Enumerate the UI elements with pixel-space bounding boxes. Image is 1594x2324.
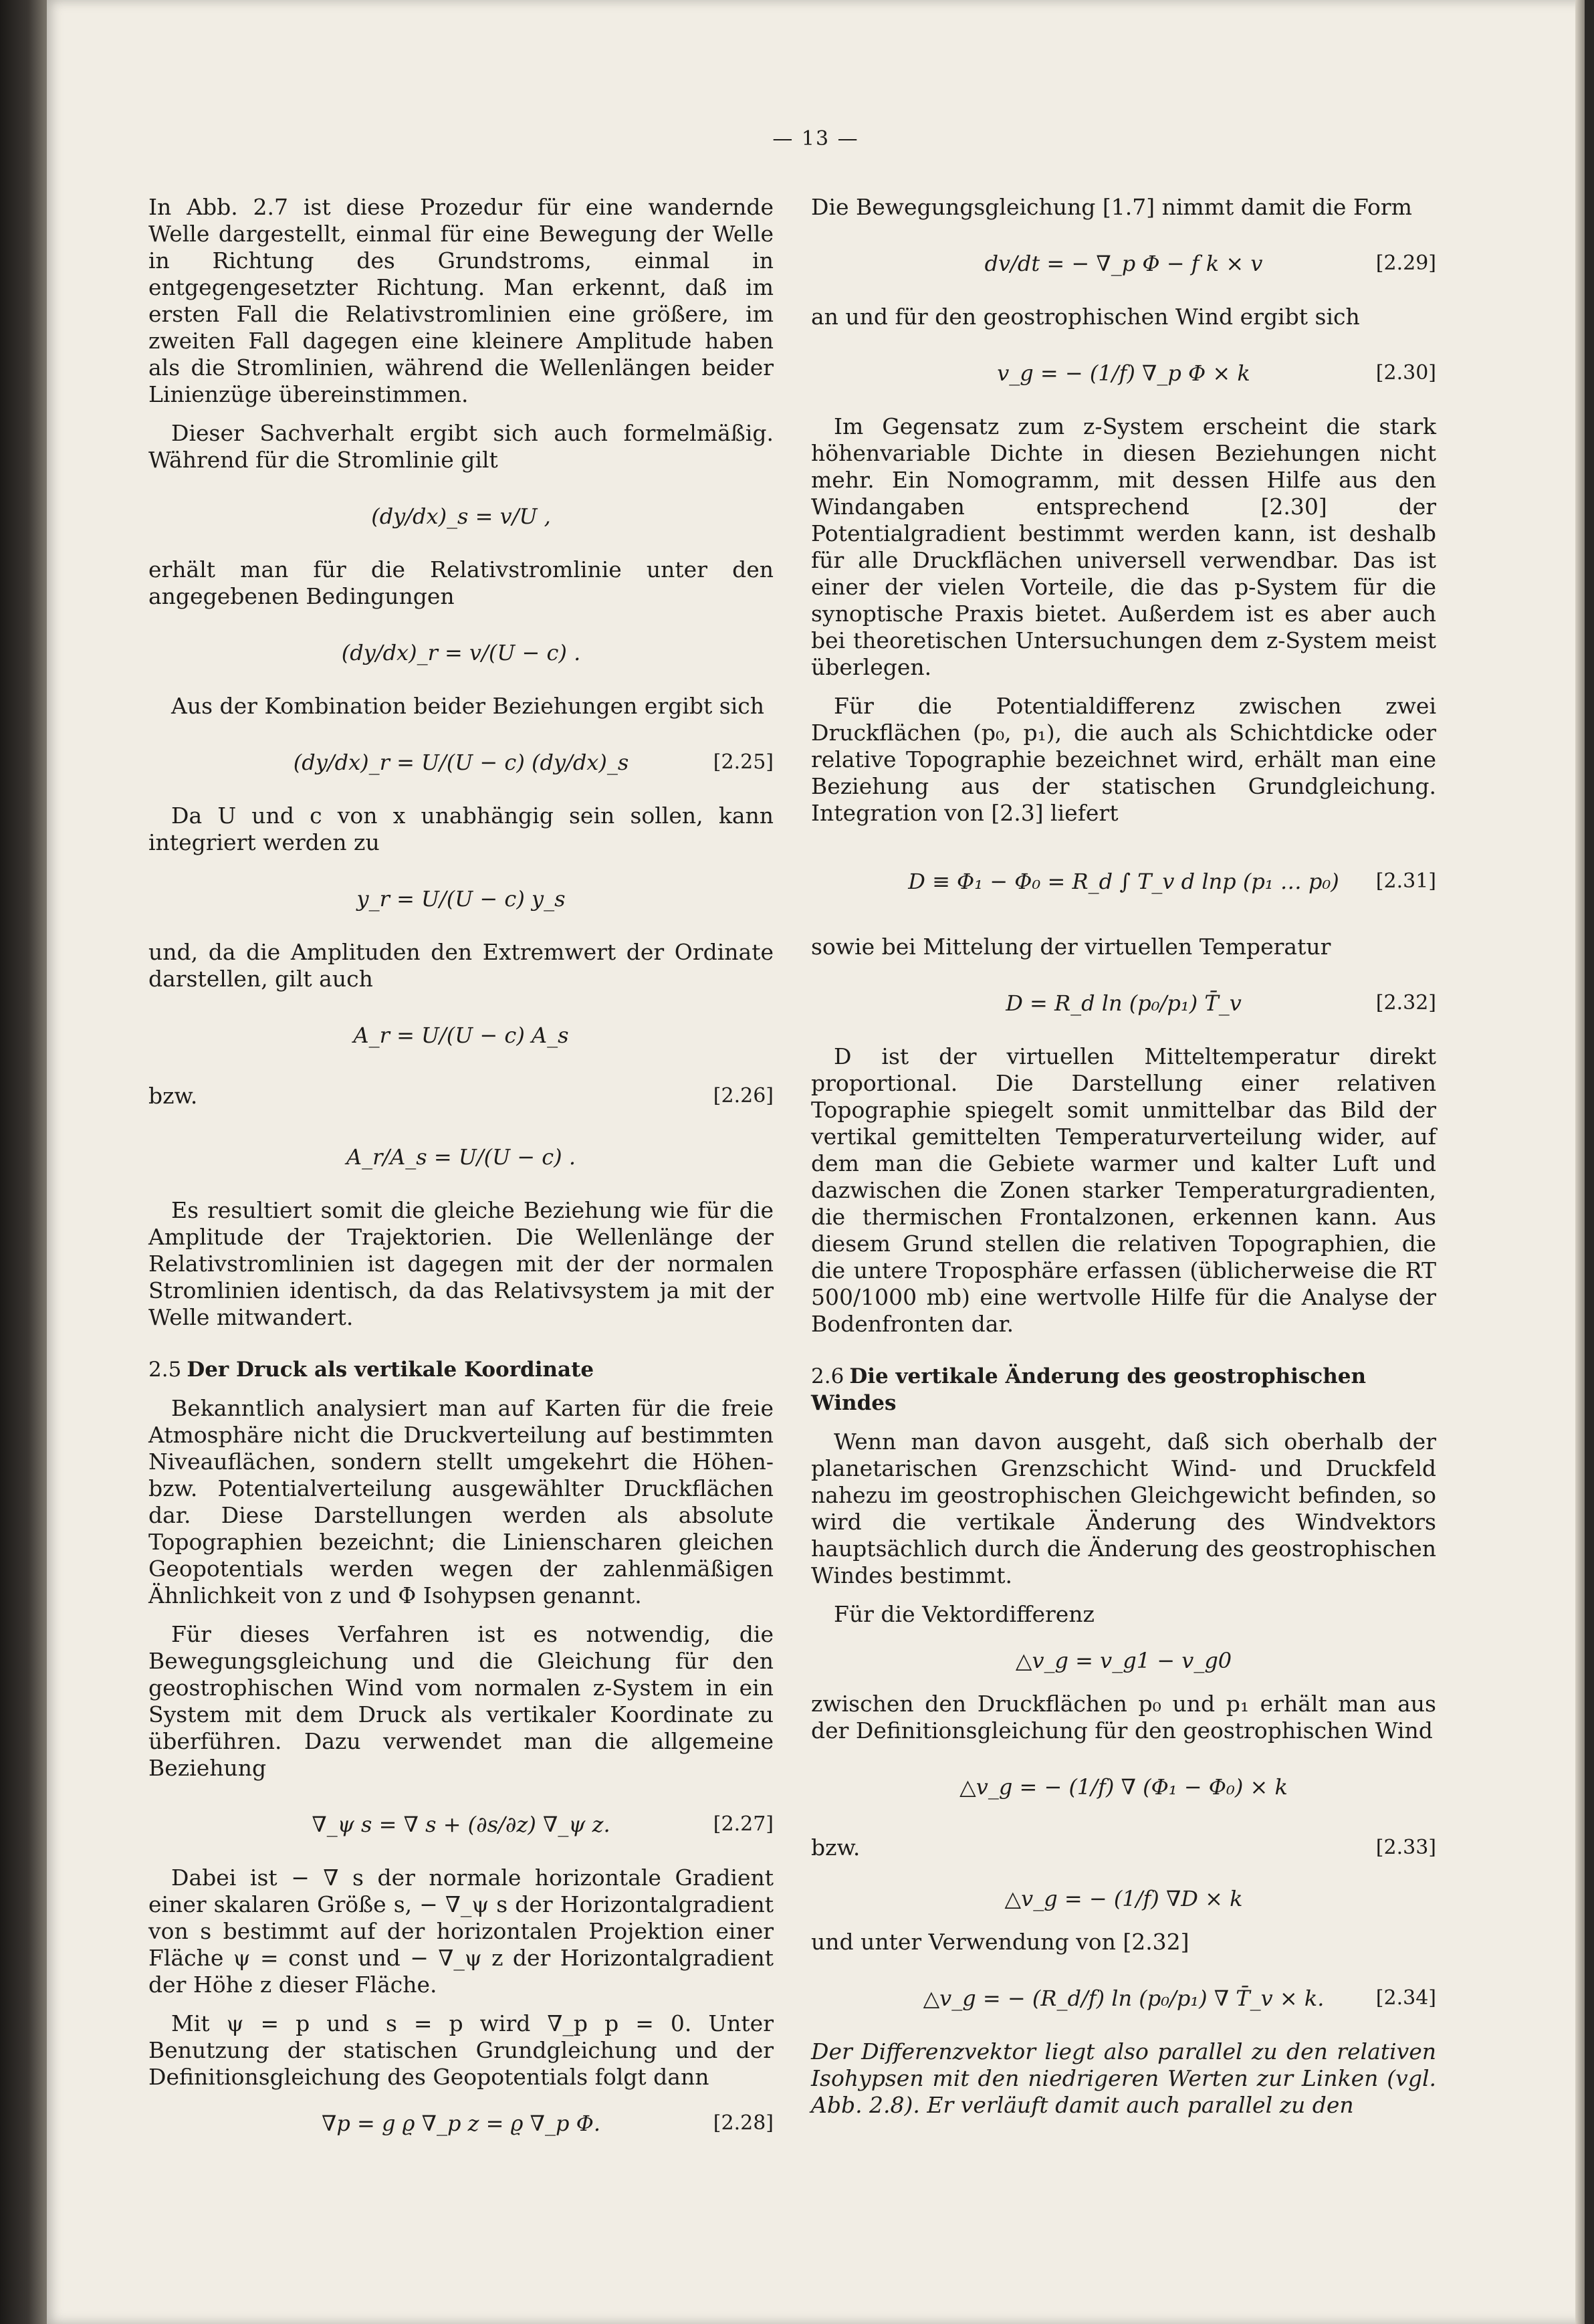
paragraph: zwischen den Druckflächen p₀ und p₁ erhält man aus der Definitionsgleichung für den geostrophischen Wind [811, 1691, 1436, 1744]
paragraph: D ist der virtuellen Mitteltemperatur direkt proportional. Die Darstellung einer relativen Topographie spiegelt somit unmittelbar das Bild der vertikal gemittelten Temperaturverteilung wider, auf dem man die Gebiete warmer und kalter Luft und dazwischen die Zonen starker Temperaturgradienten, die thermischen Frontalzonen, erkennen kann. Aus diesem Grund stellen die relativen Topographien, die die untere Troposphäre erfassen (üblicherweise die RT 500/1000 mb) eine wertvolle Hilfe für die Analyse der Bodenfronten dar. [811, 1043, 1436, 1337]
book-spine-shadow [0, 0, 47, 2324]
section-heading-2-5: 2.5 Der Druck als vertikale Koordinate [148, 1358, 594, 1382]
paragraph: In Abb. 2.7 ist diese Prozedur für eine wandernde Welle dargestellt, einmal für eine Bewegung der Welle in Richtung des Grundstroms, einmal in entgegengesetzter Richtung. Man erkennt, daß im ersten Fall die Relativstromlinien eine größere, im zweiten Fall dagegen eine kleinere Amplitude haben als die Stromlinien, während die Wellenlängen beider Linienzüge übereinstimmen. [148, 194, 774, 407]
equation-number: [2.31] [1375, 869, 1436, 893]
page-edge [1575, 0, 1585, 2324]
equation-2-28: ∇p = g ϱ ∇_p z = ϱ ∇_p Φ. [2.28] [321, 2111, 774, 2136]
equation-ar: A_r = U/(U − c) A_s [353, 1023, 569, 1048]
paragraph: Aus der Kombination beider Beziehungen ergibt sich [171, 693, 765, 719]
paragraph: Der Differenzvektor liegt also parallel zu den relativen Isohypsen mit den niedrigeren Werten zur Linken (vgl. Abb. 2.8). Er verläuft damit auch parallel zu den [811, 2038, 1436, 2118]
paragraph: Da U und c von x unabhängig sein sollen, kann integriert werden zu [148, 803, 774, 855]
page-number: — 13 — [772, 127, 859, 150]
right-column [811, 194, 1436, 2131]
equation-2-33a: △v_g = − (1/f) ∇ (Φ₁ − Φ₀) × k [959, 1774, 1288, 1800]
equation-2-31: D ≡ Φ₁ − Φ₀ = R_d ∫ T_v d lnp (p₁ … p₀) [2.31] [908, 869, 1436, 894]
equation-number: [2.33] [1375, 1836, 1436, 1859]
equation-2-30: v_g = − (1/f) ∇_p Φ × k [2.30] [997, 360, 1436, 386]
bzw-label: bzw. [811, 1834, 861, 1861]
paragraph: Mit ψ = p und s = p wird ∇_p p = 0. Unter Benutzung der statischen Grundgleichung und der Definitionsgleichung des Geopotentials folgt dann [148, 2010, 774, 2090]
paragraph: sowie bei Mittelung der virtuellen Temperatur [811, 934, 1331, 960]
equation-vector-difference: △v_g = v_g1 − v_g0 [1015, 1648, 1232, 1673]
paragraph: Für dieses Verfahren ist es notwendig, die Bewegungsgleichung und die Gleichung für den geostrophischen Wind vom normalen z-System in ein System mit dem Druck als vertikaler Koordinate zu überführen. Dazu verwendet man die allgemeine Beziehung [148, 1621, 774, 1781]
paragraph: Dabei ist − ∇ s der normale horizontale Gradient einer skalaren Größe s, − ∇_ψ s der Horizontalgradient von s bestimmt auf der horizontalen Projektion einer Fläche ψ = const und − ∇_ψ z der Horizontalgradient der Höhe z dieser Fläche. [148, 1865, 774, 1998]
equation-number: [2.26] [713, 1084, 774, 1107]
equation-2-33b: △v_g = − (1/f) ∇D × k [1004, 1886, 1243, 1911]
paragraph: Es resultiert somit die gleiche Beziehung wie für die Amplitude der Trajektorien. Die Wellenlänge der Relativstromlinien ist dagegen mit der der normalen Stromlinien identisch, da das Relativsystem ja mit der Welle mitwandert. [148, 1197, 774, 1330]
equation-number: [2.29] [1375, 251, 1436, 275]
equation-relative-streamline: (dy/dx)_r = v/(U − c) . [341, 640, 581, 665]
bzw-label: bzw. [148, 1083, 198, 1109]
equation-yr: y_r = U/(U − c) y_s [356, 886, 566, 912]
equation-2-29: dv/dt = − ∇_p Φ − f k × v [2.29] [984, 251, 1436, 276]
left-column [148, 194, 774, 2153]
paragraph: erhält man für die Relativstromlinie unter den angegebenen Bedingungen [148, 556, 774, 609]
paragraph: und unter Verwendung von [2.32] [811, 1929, 1189, 1955]
equation-amplitude-ratio: A_r/A_s = U/(U − c) . [346, 1144, 576, 1170]
equation-2-32: D = R_d ln (p₀/p₁) T̄_v [2.32] [1006, 990, 1436, 1016]
equation-number: [2.27] [713, 1812, 774, 1836]
equation-number: [2.25] [713, 750, 774, 774]
equation-number: [2.34] [1375, 1986, 1436, 2010]
equation-number: [2.28] [713, 2111, 774, 2135]
paragraph: an und für den geostrophischen Wind ergibt sich [811, 304, 1360, 330]
paragraph: Die Bewegungsgleichung [1.7] nimmt damit die Form [811, 194, 1412, 220]
equation-streamline: (dy/dx)_s = v/U , [371, 504, 551, 529]
equation-2-34: △v_g = − (R_d/f) ln (p₀/p₁) ∇ T̄_v × k. [2.34] [923, 1986, 1436, 2011]
paragraph: Wenn man davon ausgeht, daß sich oberhalb der planetarischen Grenzschicht Wind- und Druckfeld nahezu im geostrophischen Gleichgewicht befinden, so wird die vertikale Änderung des Windvektors hauptsächlich durch die Änderung des geostrophischen Windes bestimmt. [811, 1429, 1436, 1588]
paragraph: Dieser Sachverhalt ergibt sich auch formelmäßig. Während für die Stromlinie gilt [148, 420, 774, 473]
equation-number: [2.30] [1375, 361, 1436, 385]
paragraph: Im Gegensatz zum z-System erscheint die stark höhenvariable Dichte in diesen Beziehungen nicht mehr. Ein Nomogramm, mit dessen Hilfe aus den Windangaben entsprechend [2.30] der Potentialgradient bestimmt werden kann, ist deshalb für alle Druckflächen universell verwendbar. Das ist einer der vielen Vorteile, die das p-System für die synoptische Praxis bietet. Außerdem ist es aber auch bei theoretischen Untersuchungen dem z-System meist überlegen. [811, 413, 1436, 680]
section-heading-2-6: 2.6 Die vertikale Änderung des geostrophischen Windes [811, 1364, 1366, 1415]
paragraph: Bekanntlich analysiert man auf Karten für die freie Atmosphäre nicht die Druckverteilung auf bestimmten Niveauflächen, sondern stellt umgekehrt die Höhen- bzw. Potentialverteilung ausgewählter Druckflächen dar. Diese Darstellungen werden als absolute Topographien bezeichnt; die Linienscharen gleichen Geopotentials werden wegen der zahlenmäßigen Ähnlichkeit von z und Φ Isohypsen genannt. [148, 1395, 774, 1608]
paragraph: Für die Vektordifferenz [834, 1601, 1095, 1627]
paragraph: Für die Potentialdifferenz zwischen zwei Druckflächen (p₀, p₁), die auch als Schichtdicke oder relative Topographie bezeichnet wird, erhält man eine Beziehung aus der statischen Grundgleichung. Integration von [2.3] liefert [811, 693, 1436, 826]
equation-number: [2.32] [1375, 991, 1436, 1015]
paragraph: und, da die Amplituden den Extremwert der Ordinate darstellen, gilt auch [148, 939, 774, 992]
equation-2-26-line [148, 1075, 774, 1117]
equation-2-33-line [811, 1827, 1436, 1869]
equation-2-25: (dy/dx)_r = U/(U − c) (dy/dx)_s [2.25] [293, 750, 774, 775]
equation-2-27: ∇_ψ s = ∇ s + (∂s/∂z) ∇_ψ z. [2.27] [312, 1812, 774, 1837]
